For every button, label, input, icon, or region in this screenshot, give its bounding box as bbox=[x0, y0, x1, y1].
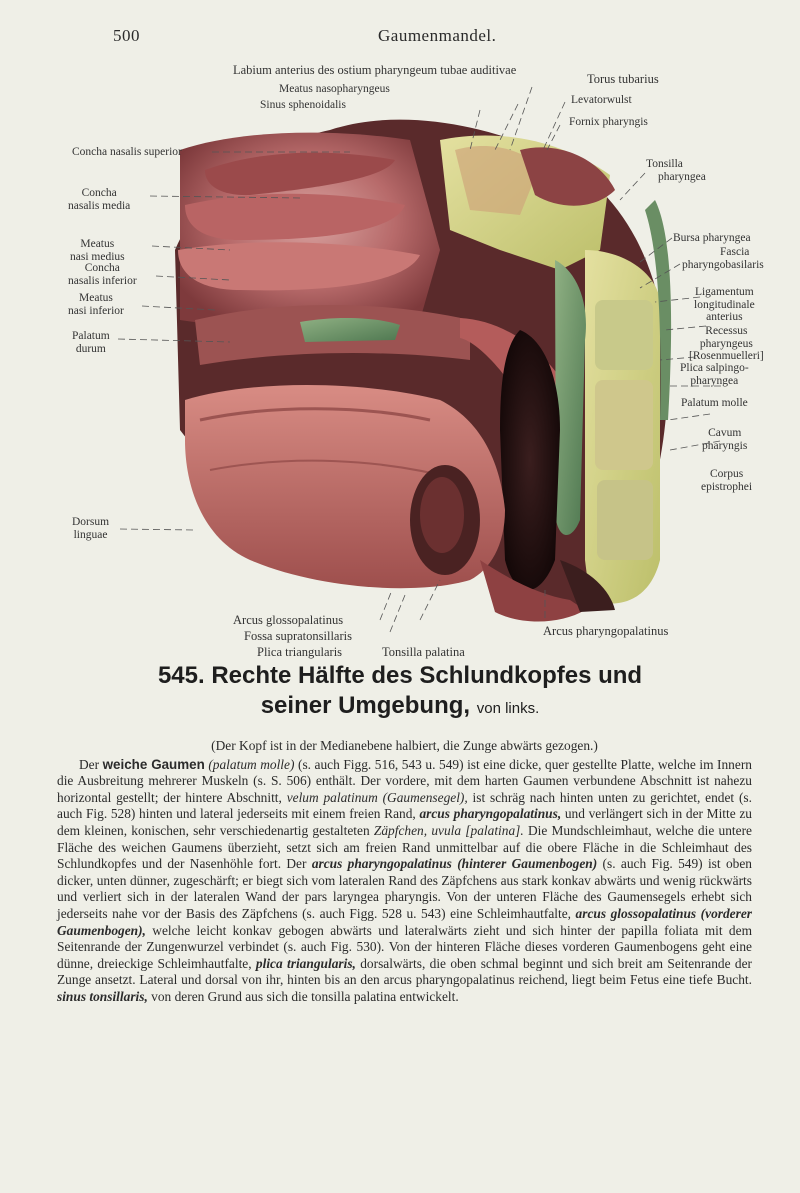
body-text bbox=[57, 738, 752, 1006]
label-concha-superior: Concha nasalis superior bbox=[72, 146, 182, 158]
term-plica-triangularis: plica triangularis, bbox=[255, 955, 356, 971]
label-arcus-pharyngopalatinus: Arcus pharyngopalatinus bbox=[543, 624, 669, 638]
label-line: Recessus bbox=[705, 325, 748, 337]
label-line: nasalis inferior bbox=[68, 274, 137, 287]
label-levatorwulst: Levatorwulst bbox=[571, 94, 632, 106]
text-run: ist schräg nach hinten unten zu gerichtet, endet (s. auch Fig. 528) hinten und lateral jederseits mit einem freien Rand, bbox=[57, 789, 752, 822]
text-run: Die Mundschleimhaut, welche die untere Fläche des weichen Gaumens überzieht, setzt sich am freien Rand unmittelbar auf die obere Fläche in die Schleimhaut des Schlundkopfes und der Nasenhöhle fort. Der bbox=[57, 822, 752, 872]
label-concha-inferior bbox=[68, 262, 137, 287]
label-ligamentum bbox=[694, 286, 755, 324]
label-concha-media bbox=[68, 187, 130, 212]
label-line: Ligamentum bbox=[694, 286, 754, 298]
label-arcus-glossopalatinus: Arcus glossopalatinus bbox=[233, 613, 344, 627]
term-velum-palatinum: velum palatinum (Gaumensegel), bbox=[286, 789, 468, 805]
label-line: Dorsum bbox=[72, 516, 110, 528]
label-line: Tonsilla bbox=[646, 158, 683, 170]
term-palatum-molle: (palatum molle) bbox=[208, 756, 295, 772]
label-recessus bbox=[689, 325, 764, 363]
label-line: Meatus bbox=[80, 238, 115, 250]
label-palatum-molle: Palatum molle bbox=[681, 397, 748, 409]
label-meatus-nasopharyngeus: Meatus nasopharyngeus bbox=[279, 83, 390, 95]
label-line: pharyngeus bbox=[699, 337, 753, 350]
label-torus-tubarius: Torus tubarius bbox=[587, 72, 659, 86]
running-title: Gaumenmandel. bbox=[378, 26, 497, 45]
label-line: Palatum bbox=[72, 330, 110, 342]
term-sinus-tonsillaris: sinus tonsillaris, bbox=[57, 988, 148, 1004]
label-line: nasi medius bbox=[70, 250, 125, 263]
label-tonsilla-palatina: Tonsilla palatina bbox=[382, 645, 465, 659]
label-fornix-pharyngis: Fornix pharyngis bbox=[569, 116, 648, 128]
text-run: von deren Grund aus sich die tonsilla palatina entwickelt. bbox=[147, 988, 459, 1004]
label-line: pharyngea bbox=[658, 170, 706, 183]
label-line: epistrophei bbox=[701, 480, 753, 493]
label-line: anterius bbox=[706, 311, 743, 323]
label-corpus-epistrophei bbox=[701, 468, 752, 493]
page-number: 500 bbox=[113, 26, 140, 45]
label-bursa-pharyngea: Bursa pharyngea bbox=[673, 232, 751, 244]
label-line: pharyngis bbox=[702, 439, 748, 452]
label-line: linguae bbox=[73, 528, 108, 541]
text-run: Der bbox=[79, 756, 103, 772]
label-meatus-inferior bbox=[68, 292, 124, 317]
text-run: und verlängert sich in der Mitte zu dem kleinen, konischen, sehr verschiedenartig gestalteten bbox=[57, 806, 752, 838]
label-line: Cavum bbox=[708, 427, 742, 439]
term-hinterer-gaumenbogen: arcus pharyngopalatinus (hinterer Gaumenbogen) bbox=[311, 856, 598, 872]
label-line: Meatus bbox=[79, 292, 113, 304]
label-plica-salpingopharyngea bbox=[680, 362, 749, 387]
label-line: Corpus bbox=[709, 468, 744, 480]
label-labium: Labium anterius des ostium pharyngeum tubae auditivae bbox=[233, 63, 517, 77]
label-line: Fascia bbox=[720, 246, 750, 258]
label-line: pharyngea bbox=[690, 374, 739, 387]
label-line: Concha bbox=[81, 187, 117, 199]
label-line: longitudinale bbox=[694, 298, 755, 311]
term-arcus-glossopalatinus: arcus glossopalatinus (vorderer Gaumenbogen), bbox=[57, 905, 752, 938]
text-run: (s. auch Fig. 549) ist oben dicker, unten dünner, zugeschärft; er biegt sich vom lateralen Rand des Zäpfchens aus stark konkav abwärts und wenig rückwärts und verliert sich in der lateralen Wand der pars laryngea pharyngis. Von der unteren Fläche des Gaumensegels erhebt sich jederseits nahe vor der Basis des Zäpfchens (s. auch Figg. 528 u. 543) eine Schleimhautfalte, bbox=[57, 856, 752, 921]
label-line: nasalis media bbox=[68, 199, 131, 212]
label-cavum-pharyngis bbox=[702, 427, 747, 452]
label-line: Concha bbox=[84, 262, 120, 274]
paragraph bbox=[57, 757, 752, 1006]
caption-line-1 bbox=[0, 661, 800, 691]
label-palatum-durum bbox=[72, 330, 110, 355]
figure-caption bbox=[0, 661, 800, 724]
caption-title-1: Rechte Hälfte des Schlundkopfes und bbox=[211, 662, 643, 689]
label-dorsum-linguae bbox=[72, 516, 109, 541]
text-run: (s. auch Figg. 516, 543 u. 549) ist eine dicke, quer gestellte Platte, welche im Innern die Ausbreitung mehrerer Muskeln (s. S. 506) enthält. Der vordere, mit dem harten Gaumen verbundene Abschnitt ist nahezu horizontal gestellt; der hintere Abschnitt, bbox=[57, 756, 752, 805]
term-arcus-pharyngopalatinus: arcus pharyngopalatinus, bbox=[419, 806, 562, 822]
label-tonsilla-pharyngea bbox=[646, 158, 706, 183]
label-line: nasi inferior bbox=[68, 304, 124, 317]
caption-title-2: seiner Umgebung, bbox=[260, 692, 471, 719]
term-uvula: Zäpfchen, uvula [palatina]. bbox=[373, 822, 524, 838]
label-line: durum bbox=[75, 342, 106, 355]
label-meatus-medius bbox=[70, 238, 125, 263]
label-plica-triangularis: Plica triangularis bbox=[257, 645, 343, 659]
term-weiche-gaumen: weiche Gaumen bbox=[102, 756, 205, 772]
figure-subtitle: (Der Kopf ist in der Medianebene halbiert, die Zunge abwärts gezogen.) bbox=[211, 738, 598, 753]
label-fascia bbox=[682, 246, 764, 271]
label-sinus-sphenoidalis: Sinus sphenoidalis bbox=[260, 99, 346, 111]
text-run: welche leicht konkav gebogen abwärts und lateralwärts zieht und sich hinter der papilla foliata mit dem Seitenrande der Zungenwurzel verbindet (s. auch Fig. 530). Von der hinteren Fläche dieses vorderen Gaumenbogens geht eine dünne, dreieckige Schleimhautfalte, bbox=[57, 922, 752, 971]
label-fossa-supratonsillaris: Fossa supratonsillaris bbox=[244, 629, 352, 643]
label-line: pharyngobasilaris bbox=[682, 258, 764, 271]
caption-line-2 bbox=[0, 691, 800, 724]
text-run: dorsalwärts, die oben schmal beginnt und sich breit am Seitenrande der Zunge ansetzt. Lateral und dorsal von ihr, hinten bis an den arcus pharyngopalatinus reichend, liegt beim Fetus eine tiefe Bucht. bbox=[57, 955, 753, 988]
figure-number: 545. bbox=[157, 662, 205, 689]
label-line: Plica salpingo- bbox=[680, 362, 749, 374]
caption-title-2-small: von links. bbox=[476, 700, 540, 717]
label-line: [Rosenmuelleri] bbox=[689, 350, 764, 362]
